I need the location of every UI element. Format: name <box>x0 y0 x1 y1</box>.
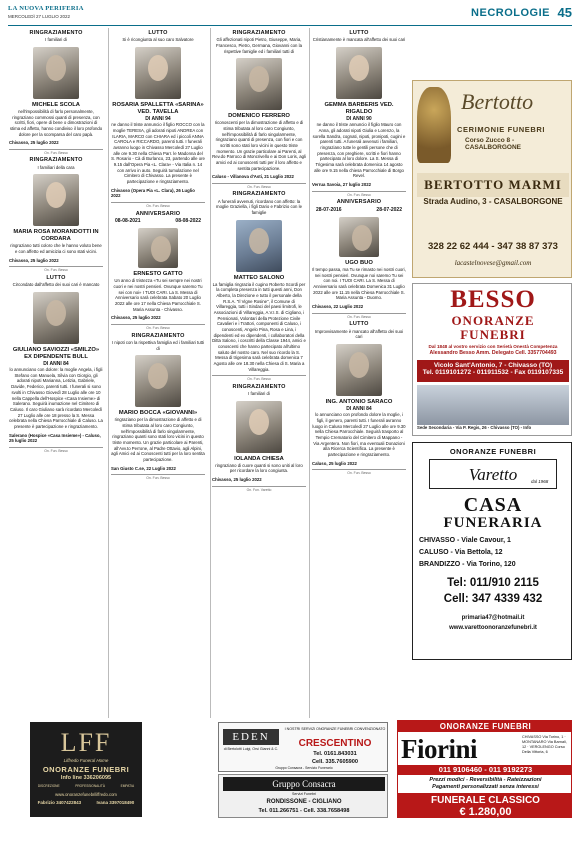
ad-footer: Sede Secondaria - Via P. Regis, 26 - Chivasso (TO) - Info <box>417 425 532 430</box>
ad-address: Vicolo Sant'Antonio, 7 - Chivasso (TO) <box>433 362 553 369</box>
page-header <box>8 4 572 26</box>
publication-title: LA NUOVA PERIFERIA <box>8 5 84 12</box>
ad-tagline: Pagamenti personalizzati senza interessi <box>432 784 539 790</box>
obituary-agency: On. Fun. Besso <box>212 375 306 381</box>
portrait-photo <box>135 47 181 99</box>
obituary-name: MARIA ROSA MORANDOTTI IN CORDARA <box>13 229 99 243</box>
ad-address: CALUSO - Via Bettola, 12 <box>419 549 503 556</box>
ad-line: Strada Audino, 3 - CASALBORGONE <box>423 197 563 206</box>
obituary-heading: RINGRAZIAMENTO <box>131 332 185 339</box>
obituary-agency: On. Fun. Besso <box>111 202 205 208</box>
obituary-ferrero <box>211 30 307 189</box>
obituary-heading: ANNIVERSARIO <box>135 210 181 217</box>
ad-tagline: Prezzi modici - Reversibilità - Rateizzazioni <box>429 777 542 783</box>
ad-offer: FUNERALE CLASSICO <box>431 795 540 806</box>
obituary-name: ING. ANTONIO SARACO <box>325 398 393 405</box>
ad-heading: CASA <box>463 494 523 516</box>
ad-logo: Bertotto <box>461 89 534 114</box>
ad-values <box>30 784 142 788</box>
ad-varetto[interactable] <box>412 442 572 660</box>
ad-website: www.varettoonoranzefunebri.it <box>449 625 537 631</box>
ad-value: EMPATIA <box>120 784 135 788</box>
obituary-age: DI ANNI 84 <box>43 360 69 367</box>
ad-address: CHIVASSO - Viale Cavour, 1 <box>419 537 511 544</box>
portrait-photo <box>336 344 382 396</box>
obituary-barberis <box>311 30 407 197</box>
obituary-text: ringraziano per la dimostrazione di affetto e di stima tributata al loro caro Congiunto, nell'impossibilità di farlo singolarmente, ringraziano quanti sono stati loro vicini in questo triste momento. Un grazie particolare ai Parenti, all'Avv.to Perrone, al Padre Ottavio, agli Alpini, agli Amici ed ai Conoscenti tutti per la loro sentita partecipazione. <box>111 417 205 462</box>
ad-phones: 328 22 62 444 - 347 38 87 373 <box>428 241 558 252</box>
ad-phones: 011 9106460 - 011 9192273 <box>398 765 572 775</box>
obituary-heading: LUTTO <box>46 274 66 281</box>
ad-phone: Ivana 3397018490 <box>96 800 135 805</box>
ad-phones: Tel. 011.266751 - Cell. 338.7658498 <box>258 808 350 814</box>
obituary-gatto <box>110 211 206 331</box>
obituary-intro: Circondato dall'affetto dei suoi cari è mancato <box>12 281 100 287</box>
obituary-heading: RINGRAZIAMENTO <box>29 30 83 36</box>
obituary-age: DI ANNI 84 <box>346 405 372 412</box>
obituary-intro: I familiari di <box>248 391 270 397</box>
obituary-agency: On. Fun. Besso <box>212 183 306 189</box>
obituary-place: Chivasso (Opera Pia «L. Clara), 26 Luglio 2022 <box>111 187 195 199</box>
obituary-intro: I familiari di <box>45 37 67 43</box>
ad-subtitle: Liffredo Funeral Home <box>63 758 109 763</box>
obituary-name: DOMENICO FERRERO <box>228 113 290 120</box>
ad-value: DISCREZIONE <box>37 784 60 788</box>
ad-logo: Gruppo Consacra <box>223 777 385 791</box>
ad-logo: Fiorini <box>401 734 477 764</box>
ad-location: RONDISSONE - CIGLIANO <box>266 799 342 805</box>
anniversary-date-start: 08-08-2021 <box>115 217 141 224</box>
obituary-place: Caluso, 25 luglio 2022 <box>312 460 357 466</box>
ad-price-banner <box>398 793 572 818</box>
obituary-place: Salerano (Hospice «Casa Insieme») - Caluso, 25 luglio 2022 <box>9 432 101 444</box>
column-4 <box>311 28 407 476</box>
ad-locations: CHIVASSO Via Torino, 1 · MONTANARO Via Barnali, 12 · VEROLENGO Corso Della Vittoria, 6 <box>522 735 567 754</box>
obituary-buo <box>311 199 407 319</box>
obituary-agency: On. Fun. Besso <box>9 149 103 155</box>
ad-tagline: Dal 1848 al vostro servizio con Serietà Onestà Competenza <box>428 344 558 349</box>
obituary-place: Chivasso, 22 Luglio 2022 <box>312 304 364 310</box>
anniversary-date-start: 28-07-2016 <box>316 206 342 213</box>
obituary-name: GEMMA BARBERIS VED. RIGALDO <box>324 101 394 115</box>
column-divider <box>108 28 109 718</box>
ad-address-bar <box>417 360 569 382</box>
obituary-text: Un anno di tristezza «Tu sei sempre nei nostri cuori e nei nostri pensieri. Ovunque saremo Tu sei con noi» I TUOI CARI. La S. Messa di Anniversario sarà celebrata Sabato 20 Luglio 2022 alle ore 17 nella Chiesa Parrocchiale S. Maria Assunta - Chivasso. <box>113 278 203 312</box>
ad-logo: Varetto <box>429 459 557 489</box>
publication-date: MERCOLEDÌ 27 LUGLIO 2022 <box>8 14 71 19</box>
obituary-text: ringraziano di cuore quanti si sono uniti al loro per ricordare la loro congiunta. <box>215 462 303 474</box>
ad-eden[interactable] <box>218 722 388 772</box>
obituary-agency: On. Fun. Besso <box>9 266 103 272</box>
column-1 <box>8 28 104 453</box>
ad-phone: Fabrizio 3407422843 <box>37 800 82 805</box>
obituary-agency: On. Fun. Besso <box>111 474 205 480</box>
portrait-photo <box>33 292 79 344</box>
ad-fiorini[interactable] <box>397 720 572 818</box>
ad-title: ONORANZE FUNEBRI <box>42 765 130 774</box>
portrait-photo <box>138 228 178 268</box>
obituary-agency: On. Fun. Besso <box>9 447 103 453</box>
obituary-heading: RINGRAZIAMENTO <box>29 157 83 164</box>
portrait-photo <box>336 47 382 99</box>
obituary-intro: A funerali avvenuti, ricordano con affetto: la moglie Graziella, i figli Dario e Fabrizio con le famiglie <box>216 198 302 216</box>
obituary-heading: LUTTO <box>148 30 168 36</box>
ad-phones: Tel. 0119101272 - 011911532 - Fax 0119107335 <box>422 369 564 376</box>
obituary-name: UGO BUO <box>345 260 373 267</box>
obituary-heading: LUTTO <box>349 321 369 328</box>
obituary-name: GIULIANO SAVIOZZI «SMILZO» EX DIPENDENTE BULL <box>12 346 100 360</box>
portrait-photo <box>236 58 282 110</box>
portrait-photo <box>33 47 79 99</box>
obituary-intro: Improvvisamente è mancato all'affetto dei suoi cari <box>314 328 404 340</box>
ad-address: BRANDIZZO - Via Torino, 120 <box>419 561 516 568</box>
obituary-text: nell'impossibilità di farlo personalmente, ringraziano commossi quanti di presenza, con scritti, fiori, opere di bene o dimostrazioni di stima ed affetto, hanno condiviso il loro profondo dolore per la scomparsa del caro papà. <box>9 108 103 137</box>
obituary-saraco <box>311 321 407 476</box>
obituary-heading: RINGRAZIAMENTO <box>232 191 286 198</box>
portrait-photo <box>339 217 379 257</box>
ad-subtitle: di Bertolotti Luigi, Orsi Gianni & C. <box>223 747 279 751</box>
obituary-text: ne danno il triste annuncio il figlio Mauro con Anna, gli adorati nipoti Giulia e Lorenzo, la sorella Sandra, cognati, nipoti, pronipoti, cugini e parenti tutti. A funerali avvenuti i familiari, ringraziano tutte le gentili persone che di presenza, con preghiere, scritti e fiori hanno partecipato al loro dolore. La S. Messa di Trigesima sarà celebrata domenica 14 agosto alle ore 9.15 nella chiesa Parrocchiale di Borgo Revel. <box>312 122 406 179</box>
ad-town: CRESCENTINO <box>298 738 372 749</box>
obituary-morandotti <box>8 157 104 272</box>
obituary-agency: On. Fun. Besso <box>312 191 406 197</box>
column-2 <box>110 28 206 481</box>
ad-email: lacastelnovese@gmail.com <box>454 259 532 267</box>
ad-cell: Cell: 347 4339 432 <box>443 593 543 605</box>
obituary-place: Verrua Savoia, 27 luglio 2022 <box>312 182 371 188</box>
obituary-place: San Giusto C.se, 22 Luglio 2022 <box>111 465 176 471</box>
ad-phone: Tel: 011/910 2115 <box>447 577 539 589</box>
ad-title-line: FUNEBRI <box>460 326 526 342</box>
obituary-place: Chivasso, 25 luglio 2022 <box>9 140 59 146</box>
obituary-name: MICHELE SCOLA <box>32 101 80 108</box>
obituary-agency: On. Fun. Besso <box>312 469 406 475</box>
ad-contact: Alessandro Besso Amm. Delegato Cell. 3357704493 <box>429 350 557 356</box>
obituary-salono <box>211 191 307 381</box>
ad-footer: Gruppo Consacra - Servizio Funerario <box>275 766 333 770</box>
angel-statue-icon <box>417 87 451 163</box>
ad-website: www.onoranzefunebriliffredo.com <box>55 792 117 797</box>
obituary-chiesa <box>211 384 307 492</box>
obituary-heading: ANNIVERSARIO <box>336 199 382 206</box>
ad-since: dal 1968 <box>531 479 549 484</box>
column-3 <box>211 28 307 492</box>
anniversary-dates <box>111 218 205 225</box>
obituary-place: Chivasso, 25 luglio 2022 <box>212 477 262 483</box>
ad-value: PROFESSIONALITÀ <box>75 784 105 788</box>
obituary-place: Chivasso, 25 luglio 2022 <box>9 257 59 263</box>
ad-logo: LFF <box>60 728 112 757</box>
portrait-photo <box>33 174 79 226</box>
obituary-age: DI ANNI 94 <box>145 115 171 122</box>
obituary-agency: On. Fun. Besso <box>312 313 406 319</box>
obituary-name: ERNESTO GATTO <box>133 271 183 278</box>
column-divider <box>309 28 310 718</box>
ad-phone: Tel. 0161.843031 <box>313 751 357 757</box>
obituary-intro: I nipoti con la rispettiva famiglia ed i familiari tutti di <box>112 339 204 351</box>
obituary-spalletta <box>110 30 206 209</box>
obituary-age: DI ANNI 90 <box>346 115 372 122</box>
anniversary-dates <box>312 207 406 214</box>
obituary-name: MATTEO SALONO <box>233 274 285 281</box>
obituary-text: riconoscenti per la dimostrazione di affetto e di stima tributata al loro caro Congiunto, nell'impossibilità di farlo singolarmente, ringraziano quanti di presenza, con fiori e con scritti sono stati loro vicini in questo triste momento. Un grazie particolare ai Parenti, al Rev.do Parroco di Moncrivello e ai Don Loris, agli amici ed ai conoscenti tutti per il loro affetto e sentita partecipazione. <box>212 120 306 171</box>
obituary-intro: Cristianamente è mancata all'affetto dei suoi cari <box>312 37 406 43</box>
obituary-name: ROSARIA SPALLETTA «SARINA» VED. TAVELLA <box>112 101 204 115</box>
ad-title <box>413 314 572 341</box>
ad-title-line: ONORANZE <box>451 313 535 328</box>
section-title: NECROLOGIE <box>471 7 550 19</box>
obituary-text: lo annunciano con dolore: la moglie Angela, i figli Stefano con Manuela, Silvia con Giorgio, gli adorati nipoti Marianna, Letizia, Gabriele, Davide, Federico, parenti tutti. I funerali si sono svolti in Chivasso Giovedì 28 Luglio alle ore 10 nella Cappella dell'Hospice «Casa Insieme» di Salerano. Seguirà inumazione nel Cimitero di Caluso. Il caro Giuliano sarà ricordato Mercoledì 27 Luglio alle ore 18 presso la S. Messa celebrata nella Chiesa Parrocchiale di Caluso. La presente è partecipazione e ringraziamento. <box>9 367 103 429</box>
obituary-name: IOLANDA CHIESA <box>234 455 284 462</box>
ad-logo: EDEN <box>223 729 279 745</box>
obituary-intro: Si è ricongiunta al suo caro Salvatore <box>122 37 194 43</box>
ad-consacra[interactable] <box>218 774 388 818</box>
page-number: 45 <box>557 5 572 20</box>
obituary-intro: I familiari della cara <box>37 164 75 170</box>
ad-tagline: I NOSTRI SERVIZI ONORANZE FUNEBRI CONVENZIONATO <box>284 727 386 731</box>
obituary-intro: Gli affezionati nipoti Pietro, Giuseppe, Maria, Francesco, Pietro, Germana, Giovanni con la rispettive famiglie ed i familiari tutti di <box>216 37 302 54</box>
obituary-place: Caluso - Villanova d'Asti, 21 Luglio 2022 <box>212 174 294 180</box>
obituary-heading: RINGRAZIAMENTO <box>232 383 286 390</box>
ad-cell: Cell. 335.7605900 <box>311 759 359 765</box>
ad-logo: BESSO <box>450 286 536 313</box>
obituary-place: Chivasso, 25 luglio 2022 <box>111 315 161 321</box>
obituary-text: ne danno il triste annuncio il figlio ROCCO con la moglie TERESA, gli adorati nipoti ANDREA con ILARIA, MARCO con CHIARA ed i piccoli ANNA CAROLA e RICCARDO, parenti tutti. I funerali avranno luogo in Chivasso Mercoledì 27 Luglio alle ore 9.30 nella Chiesa Parr. le Madonna del S. Rosario - Cà di Burlanco, 23, partendo alle ore 9.15 dall'Opera Pia «L. Clara» - Via Italia n. 14 con arrivo in auto. Seguirà tumulazione nel Cimitero di Chivasso. La presente è partecipazione e ringraziamento. <box>111 122 205 185</box>
ad-besso[interactable] <box>412 283 572 436</box>
ad-liffredo[interactable] <box>30 722 142 817</box>
obituary-scola <box>8 30 104 155</box>
ad-heading: FUNERARIA <box>443 515 543 531</box>
ad-title: ONORANZE FUNEBRI <box>398 721 572 732</box>
obituary-saviozzi <box>8 275 104 454</box>
obituary-text: lo annunciano con profondo dolore la moglie, i figli, il genero, parenti tutti. I funerali avranno luogo in Caluso Mercoledì 27 Luglio alle ore 9.30 nella Chiesa Parrocchiale. Seguirà trasporto al Tempio Crematorio del Cimitero di Mappano - Via Argentera. Non fiori, ma eventuali Donazioni alla Ricerca Scientifica. La presente è partecipazione e ringraziamento. <box>312 412 406 458</box>
obituary-bocca <box>110 333 206 481</box>
portrait-photo <box>135 355 181 407</box>
portrait-photo <box>236 401 282 453</box>
obituary-heading: RINGRAZIAMENTO <box>232 30 286 36</box>
obituary-text: Il tempo passa, ma Tu se rimasto nei nostri cuori, nei nostri pensieri. Ovunque noi saremo Tu sei con noi. I TUOI CARI. La S. Messa di Anniversario sarà celebrata Domenica 31 Luglio 2022 alle ore 11.15 nella Chiesa Parrocchiale S. Maria Assunta - Duomo. <box>312 267 406 301</box>
obituary-text: La famiglia ringrazia il cugino Roberto Scordi per la completa presenza in tutti questi anni, Don Alberto, la Direzione e tutto il personale della R.S.A. "Il Vigne Rosine", il Comune di Villareggia, tutti i Sindaci del paesi limitrofi, le Associazioni di Villareggia, A.V.I.S. di Cigliano, i Pensionati, Volontari della Protezione Civile Cavalieri e i Trattori, componenti di Caluso, i conoscenti, Angelo Pina, Rosa e Lina, i dipendenti ed ex dipendenti, i collaboratori della Ditta Salono, i coscritti della Classe 1944, amici e conoscenti che hanno partecipato all'ultimo saluto del nostro caro. Nel suo ricordo la S. Messa di trigesima sarà celebrata domenica 7 Agosto alle ore 18.30 nella Chiesa di S. Maria a Villareggia. <box>212 281 306 372</box>
ad-line: BERTOTTO MARMI <box>417 173 569 197</box>
ad-title: ONORANZE FUNEBRI <box>449 447 537 456</box>
portrait-photo <box>236 220 282 272</box>
ad-line: Corso Zucco 8 - CASALBORGONE <box>465 137 521 151</box>
ad-line: CERIMONIE FUNEBRI <box>457 125 546 134</box>
obituary-heading: LUTTO <box>349 30 369 36</box>
ad-subtitle: Servizi Funebri <box>292 792 316 796</box>
ad-phones <box>30 800 142 805</box>
ad-info: Info line 336206095 <box>60 775 112 781</box>
ad-bertotto[interactable] <box>412 80 572 278</box>
obituary-name: MARIO BOCCA «GIOVANNI» <box>118 410 198 417</box>
obituary-agency: On. Fun. Varetto <box>212 486 306 492</box>
anniversary-date-end: 08-08-2022 <box>175 217 201 224</box>
ad-email: primaria47@hotmail.it <box>461 615 525 621</box>
ad-price: € 1.280,00 <box>459 806 512 818</box>
anniversary-date-end: 28-07-2022 <box>376 206 402 213</box>
obituary-text: ringraziano tutti coloro che le hanno voluto bene e con affetto ed amicizia ci sono stati vicini. <box>10 243 102 254</box>
obituary-agency: On. Fun. Besso <box>111 324 205 330</box>
building-photo <box>417 385 569 425</box>
